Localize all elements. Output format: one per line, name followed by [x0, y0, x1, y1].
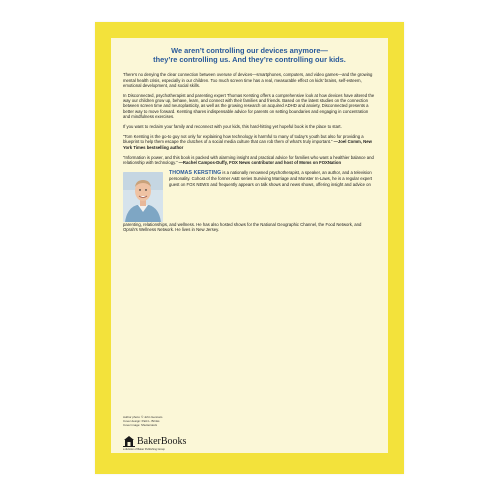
author-section	[123, 170, 376, 222]
publisher-logo	[123, 436, 186, 451]
quote-text: “Information is power, and this book is packed with alarming insight and practical advice for families who want a healthier balance and relationship with technology.”	[123, 154, 374, 166]
quote-attribution: —Joel Comm, New York Times bestselling author	[123, 139, 372, 150]
author-bio	[169, 170, 376, 187]
publisher-name: BakerBooks	[137, 436, 187, 447]
cover-credits	[123, 416, 162, 427]
description	[123, 72, 376, 129]
publisher-tagline: a division of Baker Publishing Group	[123, 448, 165, 451]
text-panel	[111, 38, 388, 453]
publisher-emblem-icon	[123, 436, 135, 447]
headline-line-1: We aren’t controlling our devices anymore—	[171, 46, 328, 55]
description-paragraph: In Disconnected, psychotherapist and parenting expert Thomas Kersting offers a comprehensive look at how devices have altered the way our children grow up, behave, learn, and connect with their families and friends. Based on the latest studies on the connection between screen time and neuroplasticity, as well as the growing research on acquired ADHD and anxiety, Disconnected presents a better way to move forward. Kersting shares indispensable advice for parents on setting boundaries and engaging in concentration and mindfulness exercises.	[123, 93, 375, 119]
headline-line-2: they’re controlling us. And they’re controlling our kids.	[153, 55, 346, 65]
endorsement-quote	[123, 155, 376, 165]
publisher-logo-row	[123, 436, 186, 447]
credit-line: Author photo: © John Gennaro	[123, 415, 163, 419]
author-portrait-image	[123, 172, 163, 222]
credit-line: Cover design: Patti L. Brinks	[123, 418, 160, 423]
quote-text: “Tom Kersting is the go-to guy not only for explaining how technology is harmful to many of today’s youth but also for providing a blueprint to help them escape the clutches of a social media culture that can rob them of what’s truly important.”	[123, 134, 364, 145]
endorsement-quote	[123, 134, 376, 150]
description-paragraph: There’s no denying the clear connection between overuse of devices—smartphones, computers, and video games—and the growing mental health crisis, especially in our children. Too much screen time has a real, measurable effect on kids’ brains, self-esteem, emotional development, and social skills.	[123, 72, 373, 88]
credit-line: Cover image: Shutterstock	[123, 422, 158, 427]
author-bio-continued: parenting, relationships, and wellness. He has also hosted shows for the National Geographic Channel, the Food Network, and Oprah’s Wellness Network. He lives in New Jersey.	[123, 222, 362, 233]
quote-attribution: —Rachel Campos-Duffy, FOX News contributor and host of Moms on FOXNation	[177, 160, 342, 166]
author-name: THOMAS KERSTING	[169, 170, 222, 177]
author-photo	[123, 172, 163, 222]
author-bio-text: is a nationally renowned psychotherapist, a speaker, an author, and a television personality. Cohost of the former A&E series Surviving Marriage and Monster In-Laws, he is a regular expert guest on FOX NEWS and frequently appears on talk shows and news shows, offering insight and advice on	[169, 170, 373, 187]
book-back-cover	[95, 22, 404, 474]
description-paragraph: If you want to reclaim your family and reconnect with your kids, this hard-hitting yet hopeful book is the place to start.	[123, 124, 342, 130]
headline	[123, 46, 376, 64]
